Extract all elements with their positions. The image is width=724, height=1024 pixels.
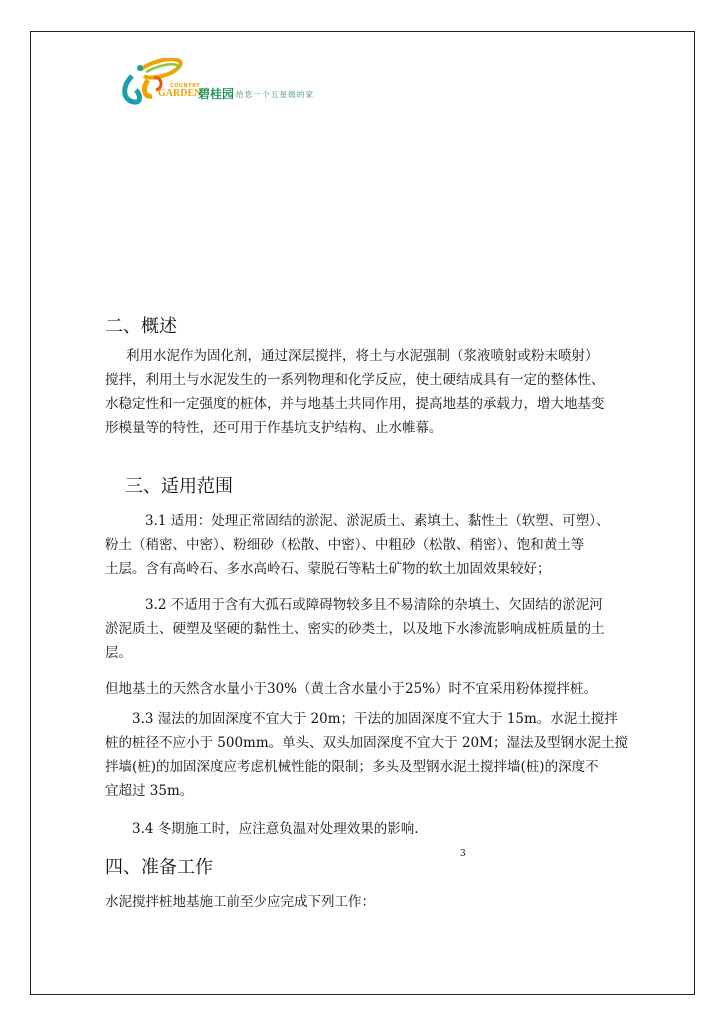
text-line: 土层。含有高岭石、多水高岭石、蒙脱石等粘土矿物的软土加固效果较好； — [105, 561, 551, 577]
section-4-paragraph — [105, 890, 649, 914]
text-line: 利用水泥作为固化剂，通过深层搅拌，将土与水泥强制（浆液喷射或粉末喷射） — [126, 348, 599, 364]
text-line: 水稳定性和一定强度的桩体，并与地基土共同作用，提高地基的承载力，增大地基变 — [105, 396, 605, 412]
section-4-heading: 四、准备工作 — [105, 857, 213, 878]
text-line: 形模量等的特性，还可用于作基坑支护结构、止水帷幕。 — [105, 420, 443, 436]
logo-country-text: COUNTRY — [170, 83, 201, 89]
section-3-3-paragraph — [105, 707, 649, 803]
section-3-heading: 三、适用范围 — [125, 476, 233, 497]
logo-chinese-name: 碧桂园 — [198, 87, 235, 101]
text-line: 但地基土的天然含水量小于30%（黄土含水量小于25%）时不宜采用粉体搅拌桩。 — [105, 681, 598, 697]
text-line: 搅拌，利用土与水泥发生的一系列物理和化学反应，使土硬结成具有一定的整体性、 — [105, 372, 605, 388]
section-3-1-paragraph — [105, 509, 649, 581]
text-line: 淤泥质土、硬塑及坚硬的黏性土、密实的砂类土，以及地下水渗流影响成桩质量的土 — [105, 621, 605, 637]
section-3-4-paragraph — [105, 817, 649, 841]
text-line: 3.1 适用：处理正常固结的淤泥、淤泥质土、素填土、黏性土（软塑、可塑）、 — [145, 513, 610, 529]
section-3-2-paragraph — [105, 593, 649, 665]
text-line: 桩的桩径不应小于 500mm。单头、双头加固深度不宜大于 20M；湿法及型钢水泥土搅 — [105, 735, 628, 751]
text-line: 粉土（稍密、中密）、粉细砂（松散、中密）、中粗砂（松散、稍密）、饱和黄土等 — [105, 537, 585, 553]
page-number: 3 — [460, 849, 466, 859]
text-line: 水泥搅拌桩地基施工前至少应完成下列工作： — [105, 894, 375, 910]
slogan: 给您一个五星级的家 — [236, 90, 315, 99]
text-line: 3.4 冬期施工时，应注意负温对处理效果的影响. — [132, 821, 419, 837]
logo-garden-text: GARDEN — [158, 88, 202, 99]
text-line: 宜超过 35m。 — [105, 783, 194, 799]
section-2-paragraph — [105, 344, 649, 440]
text-line: 层。 — [105, 645, 132, 661]
section-2-heading: 二、概述 — [105, 316, 177, 337]
section-3-note-paragraph — [105, 677, 649, 701]
text-line: 拌墙(桩)的加固深度应考虑机械性能的限制；多头及型钢水泥土搅拌墙(桩)的深度不 — [105, 759, 599, 775]
text-line: 3.3 湿法的加固深度不宜大于 20m；干法的加固深度不宜大于 15m。水泥土搅拌 — [132, 711, 618, 727]
text-line: 3.2 不适用于含有大孤石或障碍物较多且不易清除的杂填土、欠固结的淤泥河 — [145, 597, 603, 613]
